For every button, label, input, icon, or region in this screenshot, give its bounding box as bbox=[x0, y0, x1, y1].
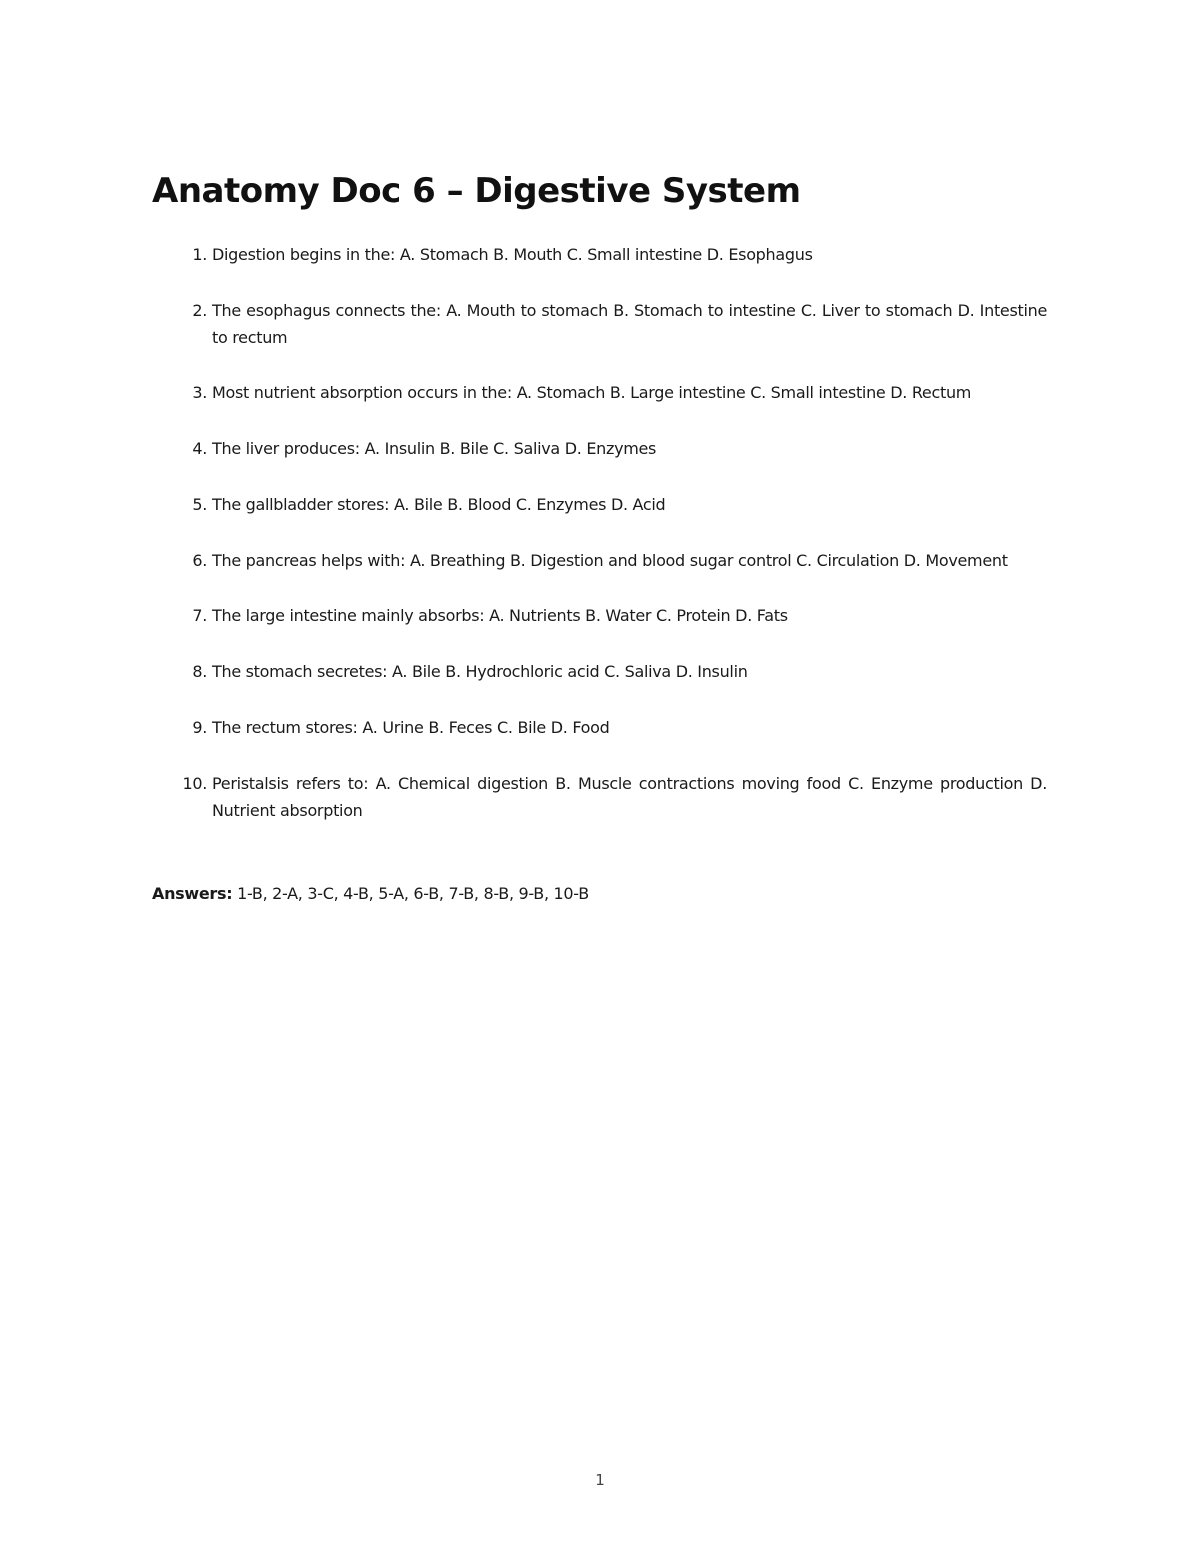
question-text: The pancreas helps with: A. Breathing B. Digestion and blood sugar control C. Circulation D. Movement bbox=[212, 551, 1008, 570]
question-number: 9. bbox=[192, 718, 207, 737]
question-text: Peristalsis refers to: A. Chemical digestion B. Muscle contractions moving food C. Enzyme production D. Nutrient absorption bbox=[212, 774, 1047, 820]
question-item bbox=[152, 297, 1047, 351]
question-text: The stomach secretes: A. Bile B. Hydrochloric acid C. Saliva D. Insulin bbox=[212, 662, 748, 681]
question-item bbox=[152, 241, 1047, 268]
page-number: 1 bbox=[595, 1471, 605, 1489]
question-number: 7. bbox=[192, 606, 207, 625]
question-item bbox=[152, 435, 1047, 462]
question-text: The liver produces: A. Insulin B. Bile C. Saliva D. Enzymes bbox=[212, 439, 657, 458]
answers-label: Answers: bbox=[152, 884, 233, 903]
question-text: The rectum stores: A. Urine B. Feces C. Bile D. Food bbox=[212, 718, 610, 737]
question-list bbox=[152, 241, 1047, 852]
question-item bbox=[152, 379, 1047, 406]
question-item bbox=[152, 658, 1047, 685]
question-number: 10. bbox=[182, 774, 207, 793]
question-number: 1. bbox=[192, 245, 207, 264]
answer-key bbox=[152, 880, 589, 907]
question-number: 8. bbox=[192, 662, 207, 681]
question-item bbox=[152, 491, 1047, 518]
document-title: Anatomy Doc 6 – Digestive System bbox=[152, 171, 801, 211]
question-number: 3. bbox=[192, 383, 207, 402]
question-text: The gallbladder stores: A. Bile B. Blood C. Enzymes D. Acid bbox=[212, 495, 666, 514]
question-number: 2. bbox=[192, 301, 207, 320]
question-text: Most nutrient absorption occurs in the: A. Stomach B. Large intestine C. Small intestine D. Rectum bbox=[212, 383, 972, 402]
question-item bbox=[152, 714, 1047, 741]
question-number: 4. bbox=[192, 439, 207, 458]
question-text: The esophagus connects the: A. Mouth to stomach B. Stomach to intestine C. Liver to stomach D. Intestine to rectum bbox=[212, 301, 1047, 347]
question-item bbox=[152, 602, 1047, 629]
question-text: The large intestine mainly absorbs: A. Nutrients B. Water C. Protein D. Fats bbox=[212, 606, 788, 625]
question-text: Digestion begins in the: A. Stomach B. Mouth C. Small intestine D. Esophagus bbox=[212, 245, 813, 264]
question-number: 5. bbox=[192, 495, 207, 514]
answers-text: 1-B, 2-A, 3-C, 4-B, 5-A, 6-B, 7-B, 8-B, 9-B, 10-B bbox=[232, 884, 589, 903]
question-item bbox=[152, 770, 1047, 824]
question-item bbox=[152, 547, 1047, 574]
question-number: 6. bbox=[192, 551, 207, 570]
